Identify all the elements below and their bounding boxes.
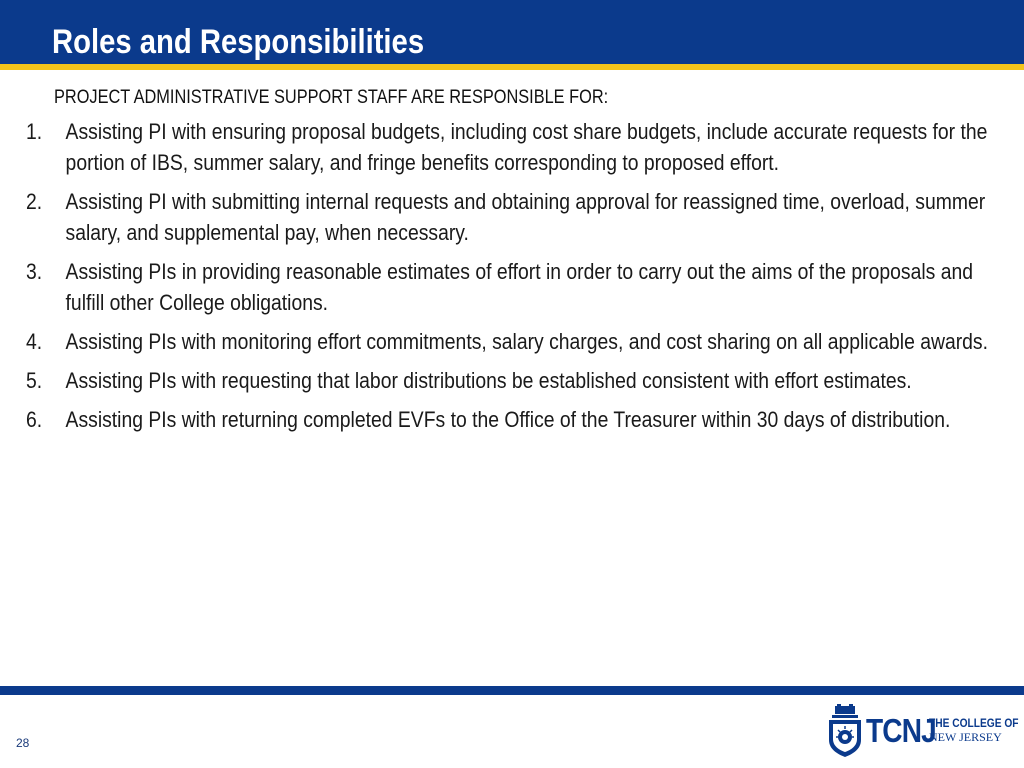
college-seal-icon [826,704,864,758]
list-item [26,404,1006,435]
item-number: 4. [26,329,43,354]
list-item [26,256,1006,318]
item-number: 5. [26,368,43,393]
logo-wordmark: TCNJ [866,712,936,749]
list-item [26,116,1006,178]
list-item [26,326,1006,357]
subheading: PROJECT ADMINISTRATIVE SUPPORT STAFF ARE RESPONSIBLE FOR: [54,87,609,108]
item-text: Assisting PI with submitting internal requests and obtaining approval for reassigned time, overload, summer salary, and supplemental pay, when necessary. [65,189,986,245]
item-text: Assisting PI with ensuring proposal budgets, including cost share budgets, include accurate requests for the portion of IBS, summer salary, and fringe benefits corresponding to proposed effort. [65,119,988,175]
slide-title: Roles and Responsibilities [52,23,425,61]
item-text: Assisting PIs with monitoring effort commitments, salary charges, and cost sharing on all applicable awards. [65,329,988,354]
item-number: 3. [26,259,43,284]
item-number: 1. [26,119,43,144]
tcnj-logo [826,704,1019,758]
footer-bar [0,686,1024,695]
logo-tagline-line2: NEW JERSEY [929,730,1002,744]
responsibilities-list [26,116,1006,443]
item-text: Assisting PIs in providing reasonable estimates of effort in order to carry out the aims of the proposals and fulfill other College obligations. [65,259,973,315]
item-text: Assisting PIs with requesting that labor distributions be established consistent with effort estimates. [65,368,912,393]
list-item [26,186,1006,248]
logo-tagline-line1: THE COLLEGE OF [929,716,1019,730]
header-accent-stripe [0,64,1024,70]
page-number: 28 [16,736,30,750]
list-item [26,365,1006,396]
item-number: 6. [26,407,43,432]
item-text: Assisting PIs with returning completed EVFs to the Office of the Treasurer within 30 days of distribution. [65,407,951,432]
item-number: 2. [26,189,43,214]
